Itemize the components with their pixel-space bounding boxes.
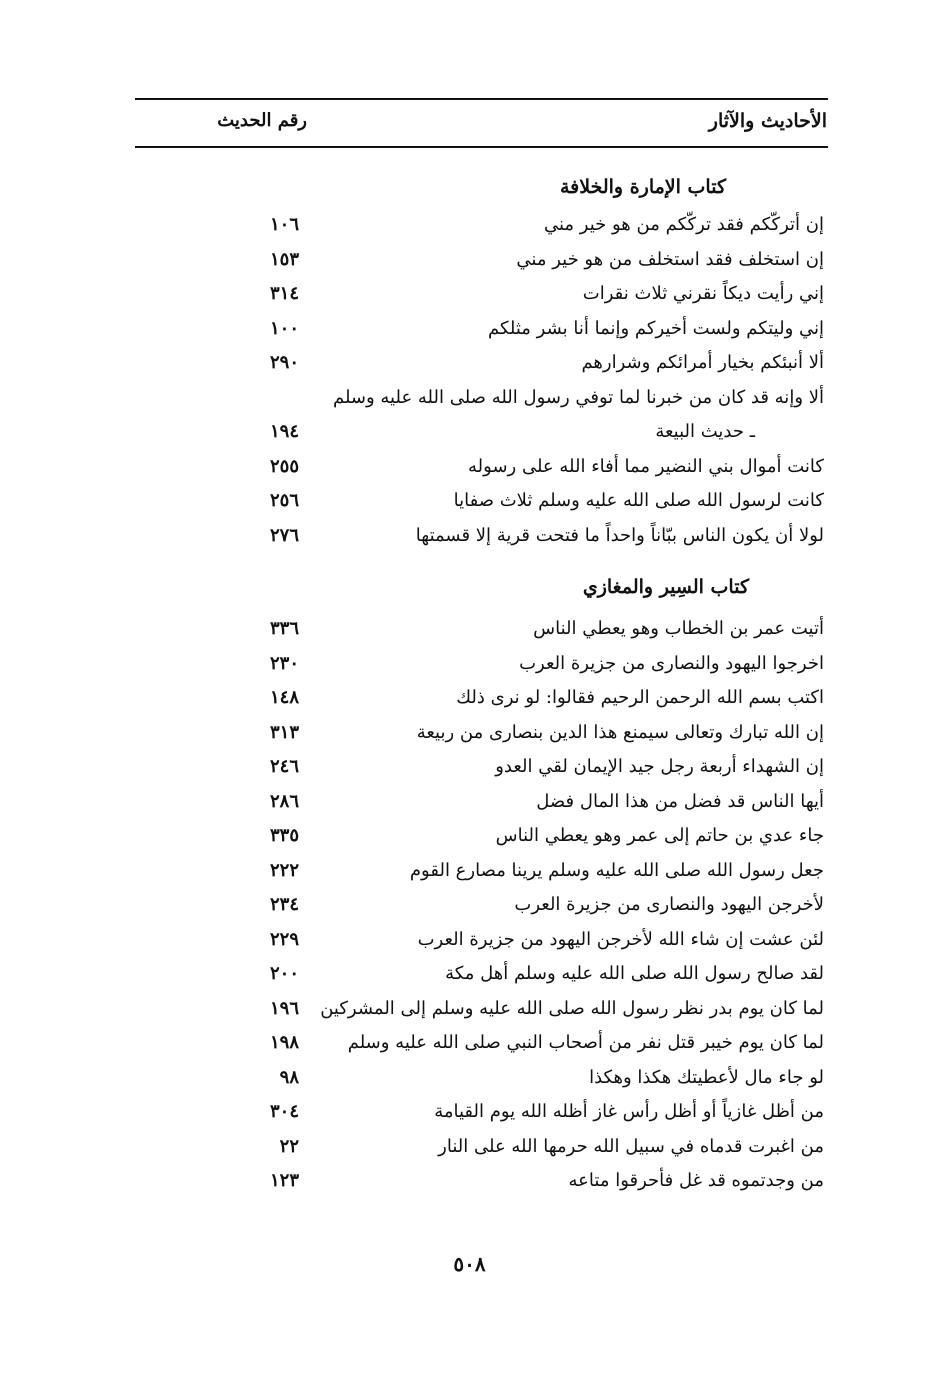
entry-text: لما كان يوم بدر نظر رسول الله صلى الله عليه وسلم إلى المشركين bbox=[320, 997, 824, 1019]
entry-text: لأخرجن اليهود والنصارى من جزيرة العرب bbox=[514, 894, 824, 915]
index-entry bbox=[0, 1032, 939, 1066]
index-entry bbox=[0, 387, 939, 421]
index-entry bbox=[0, 618, 939, 652]
entry-number: ٢٧٦ bbox=[269, 524, 299, 546]
entry-number: ١٢٣ bbox=[269, 1170, 299, 1191]
entry-number: ٣١٤ bbox=[269, 283, 299, 304]
entry-text: إن استخلف فقد استخلف من هو خير مني bbox=[516, 248, 824, 270]
entry-text: إن الله تبارك وتعالى سيمنع هذا الدين بنصارى من ربيعة bbox=[416, 721, 824, 743]
entry-number: ٢٥٦ bbox=[269, 490, 299, 511]
index-entry bbox=[0, 1136, 939, 1170]
index-entry bbox=[0, 894, 939, 928]
entry-text: من أظل غازياً أو أظل رأس غاز أظله الله يوم القيامة bbox=[434, 1101, 824, 1122]
index-entry bbox=[0, 653, 939, 687]
index-entry bbox=[0, 318, 939, 352]
entry-number: ١٩٨ bbox=[269, 1032, 299, 1053]
entry-text: أتيت عمر بن الخطاب وهو يعطي الناس bbox=[533, 618, 824, 639]
entry-text: ألا أنبئكم بخيار أمرائكم وشرارهم bbox=[581, 352, 824, 373]
section-title: كتاب الإمارة والخلافة bbox=[559, 176, 726, 198]
entry-number: ٢٣٤ bbox=[269, 894, 299, 915]
header-top-rule bbox=[135, 98, 828, 100]
entry-text: لما كان يوم خيبر قتل نفر من أصحاب النبي صلى الله عليه وسلم bbox=[347, 1032, 824, 1053]
entry-text: لو جاء مال لأعطيتك هكذا وهكذا bbox=[589, 1066, 824, 1088]
entry-number: ٣٠٤ bbox=[269, 1101, 299, 1122]
entry-text: من اغبرت قدماه في سبيل الله حرمها الله على النار bbox=[438, 1135, 824, 1157]
index-entry bbox=[0, 1170, 939, 1204]
index-entry bbox=[0, 352, 939, 386]
index-entry bbox=[0, 421, 939, 455]
entry-text: جاء عدي بن حاتم إلى عمر وهو يعطي الناس bbox=[495, 825, 824, 846]
entry-number: ٣١٣ bbox=[269, 721, 299, 743]
entry-text: إني رأيت ديكاً نقرني ثلاث نقرات bbox=[582, 283, 824, 304]
index-entry bbox=[0, 756, 939, 790]
entry-number: ١٩٦ bbox=[269, 997, 299, 1019]
index-entry bbox=[0, 963, 939, 997]
index-entry bbox=[0, 791, 939, 825]
entry-number: ١٩٤ bbox=[269, 421, 299, 442]
entry-text: اخرجوا اليهود والنصارى من جزيرة العرب bbox=[519, 652, 824, 674]
index-entry bbox=[0, 860, 939, 894]
entry-text: لولا أن يكون الناس ببّاناً واحداً ما فتحت قرية إلا قسمتها bbox=[415, 524, 824, 546]
index-entry bbox=[0, 1101, 939, 1135]
entry-text: كانت أموال بني النضير مما أفاء الله على رسوله bbox=[468, 455, 824, 477]
entry-text: ألا وإنه قد كان من خبرنا لما توفي رسول الله صلى الله عليه وسلم bbox=[332, 386, 824, 408]
entry-number: ١٠٠ bbox=[269, 317, 299, 339]
entry-number: ١٠٦ bbox=[269, 214, 299, 235]
entry-number: ٣٣٥ bbox=[269, 825, 299, 846]
entry-number: ٢٨٦ bbox=[269, 790, 299, 812]
entry-number: ٢٥٥ bbox=[269, 455, 299, 477]
index-entry bbox=[0, 1067, 939, 1101]
entry-text: جعل رسول الله صلى الله عليه وسلم يرينا مصارع القوم bbox=[409, 859, 824, 881]
index-entry bbox=[0, 722, 939, 756]
page-number: ٥٠٨ bbox=[453, 1252, 486, 1276]
entry-text: لقد صالح رسول الله صلى الله عليه وسلم أهل مكة bbox=[445, 963, 824, 984]
header-bottom-rule bbox=[135, 146, 828, 148]
entry-number: ٢٤٦ bbox=[269, 756, 299, 777]
entry-text: إني وليتكم ولست أخيركم وإنما أنا بشر مثلكم bbox=[487, 317, 824, 339]
index-entry bbox=[0, 687, 939, 721]
index-entry bbox=[0, 456, 939, 490]
entry-number: ٢٠٠ bbox=[269, 963, 299, 984]
entry-text: ـ حديث البيعة bbox=[655, 421, 755, 442]
index-entry bbox=[0, 525, 939, 559]
entry-number: ١٥٣ bbox=[269, 248, 299, 270]
index-entry bbox=[0, 825, 939, 859]
entry-text: إن أتركّكم فقد تركّكم من هو خير مني bbox=[544, 214, 824, 235]
running-header-title: الأحاديث والآثار bbox=[708, 110, 827, 132]
entry-number: ٢٢٢ bbox=[269, 859, 299, 881]
entry-number: ٢٩٠ bbox=[269, 352, 299, 373]
entry-number: ٢٢ bbox=[279, 1135, 299, 1157]
entry-number: ٩٨ bbox=[279, 1066, 299, 1088]
entry-text: إن الشهداء أربعة رجل جيد الإيمان لقي العدو bbox=[495, 756, 824, 777]
index-entry bbox=[0, 998, 939, 1032]
entry-text: لئن عشت إن شاء الله لأخرجن اليهود من جزيرة العرب bbox=[417, 928, 824, 950]
index-entry bbox=[0, 929, 939, 963]
index-entry bbox=[0, 490, 939, 524]
entry-number: ١٤٨ bbox=[269, 687, 299, 708]
running-header-number-label: رقم الحديث bbox=[217, 110, 307, 131]
entry-number: ٣٣٦ bbox=[269, 618, 299, 639]
entry-text: من وجدتموه قد غل فأحرقوا متاعه bbox=[568, 1170, 824, 1191]
entry-number: ٢٢٩ bbox=[269, 928, 299, 950]
section-title: كتاب السِير والمغازي bbox=[582, 576, 749, 598]
entry-text: كانت لرسول الله صلى الله عليه وسلم ثلاث صفايا bbox=[453, 490, 824, 511]
index-entry bbox=[0, 214, 939, 248]
entry-text: أيها الناس قد فضل من هذا المال فضل bbox=[536, 790, 824, 812]
index-entry bbox=[0, 283, 939, 317]
entry-number: ٢٣٠ bbox=[269, 652, 299, 674]
index-entry bbox=[0, 249, 939, 283]
entry-text: اكتب بسم الله الرحمن الرحيم فقالوا: لو نرى ذلك bbox=[456, 687, 824, 708]
